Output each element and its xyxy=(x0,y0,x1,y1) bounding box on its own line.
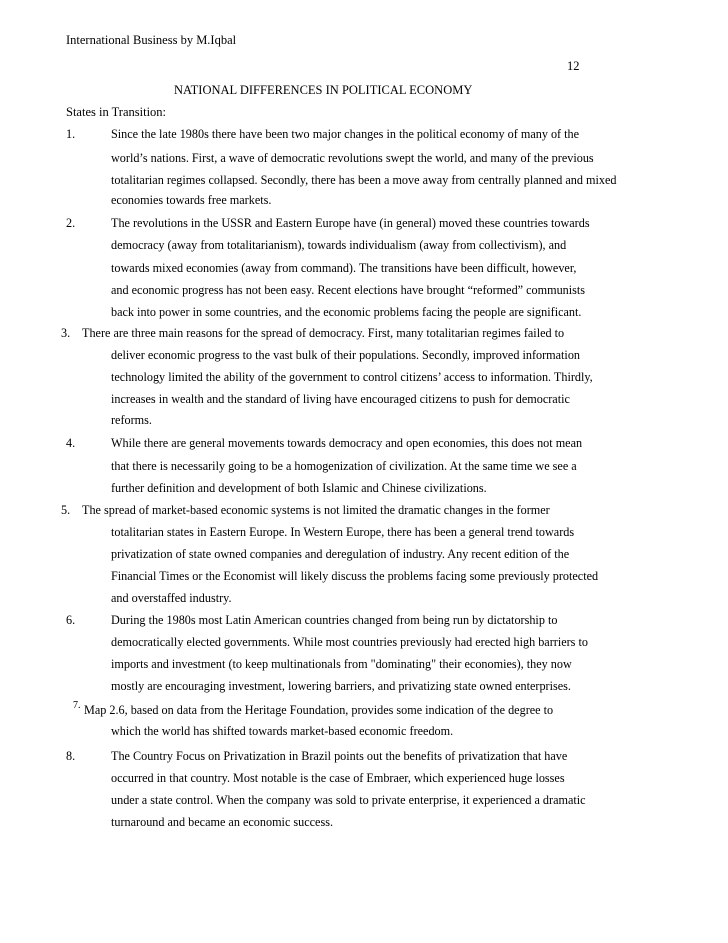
item-number: 5. xyxy=(61,503,71,517)
item-line: further definition and development of both Islamic and Chinese civilizations. xyxy=(111,481,487,495)
item-number: 2. xyxy=(66,216,76,230)
item-line: that there is necessarily going to be a homogenization of civilization. At the same time we see a xyxy=(111,459,577,473)
item-number: 3. xyxy=(61,326,71,340)
item-line: deliver economic progress to the vast bulk of their populations. Secondly, improved information xyxy=(111,348,581,362)
item-line: and economic progress has not been easy. Recent elections have brought “reformed” communists xyxy=(111,283,586,297)
item-line: back into power in some countries, and the economic problems facing the people are significant. xyxy=(111,305,582,319)
item-line: totalitarian regimes collapsed. Secondly, there has been a move away from centrally planned and mixed xyxy=(111,173,617,187)
item-number: 7. xyxy=(73,700,81,711)
item-line: turnaround and became an economic success. xyxy=(111,815,333,829)
item-line: increases in wealth and the standard of living have encouraged citizens to push for democratic xyxy=(111,392,570,406)
page-title: NATIONAL DIFFERENCES IN POLITICAL ECONOMY xyxy=(174,83,473,97)
item-number: 1. xyxy=(66,127,76,141)
item-number: 4. xyxy=(66,436,76,450)
item-line: The revolutions in the USSR and Eastern Europe have (in general) moved these countries towards xyxy=(111,216,590,230)
running-header: International Business by M.Iqbal xyxy=(66,33,237,47)
item-line: During the 1980s most Latin American countries changed from being run by dictatorship to xyxy=(111,613,558,627)
item-line: While there are general movements towards democracy and open economies, this does not mean xyxy=(111,436,583,450)
item-line: The Country Focus on Privatization in Brazil points out the benefits of privatization that have xyxy=(111,749,568,763)
item-line: Map 2.6, based on data from the Heritage Foundation, provides some indication of the degree to xyxy=(84,703,554,717)
item-number: 6. xyxy=(66,613,76,627)
item-line: privatization of state owned companies and deregulation of industry. Any recent edition of the xyxy=(111,547,570,561)
item-line: totalitarian states in Eastern Europe. In Western Europe, there has been a general trend towards xyxy=(111,525,575,539)
item-line: and overstaffed industry. xyxy=(111,591,232,605)
item-line: Financial Times or the Economist will likely discuss the problems facing some previously protected xyxy=(111,569,599,583)
item-line: democratically elected governments. While most countries previously had erected high barriers to xyxy=(111,635,588,649)
item-line: There are three main reasons for the spread of democracy. First, many totalitarian regimes failed to xyxy=(82,326,565,340)
item-line: democracy (away from totalitarianism), towards individualism (away from collectivism), and xyxy=(111,238,567,252)
page-number: 12 xyxy=(567,59,580,73)
item-line: towards mixed economies (away from command). The transitions have been difficult, however, xyxy=(111,261,577,275)
item-number: 8. xyxy=(66,749,76,763)
section-heading: States in Transition: xyxy=(66,105,167,119)
item-line: world’s nations. First, a wave of democratic revolutions swept the world, and many of the previous xyxy=(111,151,594,165)
item-line: under a state control. When the company was sold to private enterprise, it experienced a dramatic xyxy=(111,793,586,807)
item-line: The spread of market-based economic systems is not limited the dramatic changes in the former xyxy=(82,503,550,517)
item-line: imports and investment (to keep multinationals from "dominating" their economies), they now xyxy=(111,657,572,671)
item-line: Since the late 1980s there have been two major changes in the political economy of many of the xyxy=(111,127,580,141)
item-line: technology limited the ability of the government to control citizens’ access to information. Thirdly, xyxy=(111,370,593,384)
item-line: occurred in that country. Most notable is the case of Embraer, which experienced huge losses xyxy=(111,771,565,785)
item-line: reforms. xyxy=(111,413,152,427)
item-line: mostly are encouraging investment, lowering barriers, and privatizing state owned enterprises. xyxy=(111,679,571,693)
item-line: which the world has shifted towards market-based economic freedom. xyxy=(111,724,454,738)
item-line: economies towards free markets. xyxy=(111,193,272,207)
